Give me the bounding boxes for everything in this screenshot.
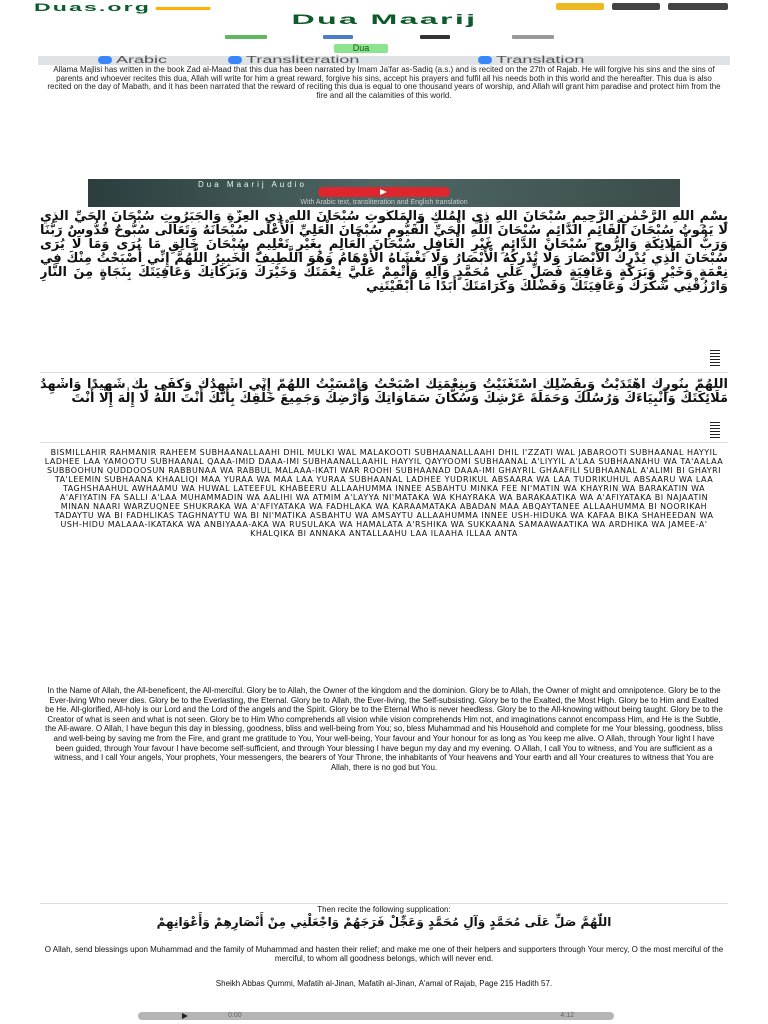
transliteration-text: BISMILLAHIR RAHMANIR RAHEEM SUBHAANALLAAHI DHIL MULKI WAL MALAKOOTI SUBHAANALLAAHI DHIL I'ZZATI WAL JABAROOTI SUBHAANAL HAYYIL LADHEE LAA YAMOOTU SUBHAANAL QAAA-IMID DAAA-IMI SUBHAANALLAAHIL HAYYIL QAYYOOMI SUBHAANAL A'LIYYIL A'LAA SUBHAANAHU WA TA'AALAA SUBBOOHUN QUDDOOSUN RABBUNAA WA RABBUL MALAAA-IKATI WAR ROOHI SUBHAANAD DAAA-IMI GHAYRIL GHAAFILI SUBHAANAL A'ALIMI BI GHAYRI TA'LEEMIN SUBHAANA KHAALIQI MAA YURAA WA MAA LAA YURAA SUBHAANAL LADHEE YUDRIKUL ABSAARA WA LAA TUDRIKUHUL ABSAARU WA LAA TAGHSHAAHUL AWHAAMU WA HUWAL LATEEFUL KHABEERU ALLAAHUMMA INNEE ASBAHTU MINKA FEE NI'MATIN WA KHAYRIN WA BARAKATIN WA A'AFIYATIN FA SALLI A'LAA MUHAMMADIN WA AALIHI WA ATMIM A'LAYYA NI'MATAKA WA KHAYRAKA WA BARAKAATIKA WA A'AFIYATAKA BI NAJAATIN MINAN NAARI WARZUQNEE SHUKRAKA WA A'AFIYATAKA WA FADHLAKA WA KARAAMATAKA ABADAN MAA ABQAYTANEE ALLAAHUMMA BI NOORIKAH TADAYTU WA BI FADHLIKAS TAGHNAYTU WA BI NI'MATIKA ASBAHTU WA AMSAYTU ALLAAHUMMA INNEE USH-HIDUKA WA KAFAA BIKA SHAHEEDAN WA USH-HIDU MALAAA-IKATAKA WA ANBIYAAA-AKA WA RUSULAKA WA HAMALATA A'RSHIKA WA SUKKAANA SAMAAWAATIKA WA ARDHIKA WA JAMEE-A' KHALQIKA BI ANNAKA ANTALLAAHU LAA ILAAHA ILLAA ANTA (44, 448, 724, 538)
play-icon[interactable] (182, 1013, 188, 1019)
search-icon[interactable] (612, 3, 660, 10)
display-options-bar (38, 56, 730, 65)
twitter-share-icon[interactable] (420, 35, 450, 39)
verse-number-1 (710, 348, 720, 366)
page-title: Dua Maarij (291, 11, 477, 27)
translation-text: In the Name of Allah, the All-beneficent, the All-merciful. Glory be to Allah, the Owner of the kingdom and the dominion. Glory be to Allah, the Owner of might and omnipotence. Glory be to the Ever-living Who never dies. Glory be to the Everlasting, the Eternal. Glory be to Allah, the Ever-living, the Self-subsisting. Glory be to the Exalted, the Most High. Glory be to Him and Exalted be He. All-glorified, All-holy is our Lord and the Lord of the angels and the Spirit. Glory be to the Eternal Who is never heedless. Glory be to the All-knowing without being taught. Glory be to the Creator of what is seen and what is not seen. Glory be to Him Who comprehends all vision while vision comprehends Him not, and imaginations cannot encompass Him, and He is the Subtle, the All-aware. O Allah, I have begun this day in blessing, goodness, bliss and well-being from You; so, bless Muhammad and his Household and complete for me Your blessing, goodness, bliss and well-being by saving me from the Fire, and grant me gratitude to You, Your well-being, Your favour and Your honour for as long as You keep me alive. O Allah, through Your light I have been guided, through Your favour I have become self-sufficient, and through Your blessing I have begun my day and my evening. O Allah, I call You to witness, and You are sufficient as a witness, and I call Your angels, Your prophets, Your messengers, the bearers of Your Throne, the inhabitants of Your heavens and Your earth and all Your creatures to witness that You are Allah, there is no god but You. (45, 686, 723, 772)
video-player[interactable] (88, 179, 680, 207)
total-time: 4:12 (560, 1012, 574, 1019)
verse-number-2 (710, 420, 720, 438)
closing-source: Sheikh Abbas Qummi, Mafatih al-Jinan, Mafatih al-Jinan, A'amal of Rajab, Page 215 Hadith 57. (215, 979, 553, 988)
video-title: Dua Maarij Audio (198, 180, 307, 189)
play-icon[interactable] (318, 187, 450, 197)
divider (40, 903, 728, 904)
category-tag[interactable]: Dua (334, 44, 388, 53)
elapsed-time: 0:00 (228, 1012, 242, 1019)
audio-player-bar[interactable] (138, 1012, 614, 1020)
facebook-share-icon[interactable] (323, 35, 353, 39)
toggle-translation[interactable]: Translation (478, 56, 545, 65)
email-share-icon[interactable] (512, 35, 554, 39)
checkbox-icon[interactable] (478, 56, 492, 64)
closing-arabic: اللّٰهُمَّ صَلِّ عَلَى مُحَمَّدٍ وَآلِ مُحَمَّدٍ وَعَجِّلْ فَرَجَهُمْ وَاجْعَلْنِي مِنْ أَنْصَارِهِمْ وَأَعْوَانِهِمْ (156, 915, 612, 929)
arabic-verse-1: بِسْمِ اللّٰهِ الرَّحْمٰنِ الرَّحِيمِ سُبْحَانَ اللّٰهِ ذِي الْمُلْكِ وَالْمَلَكُوتِ سُبْحَانَ اللّٰهِ ذِي الْعِزَّةِ وَالْجَبَرُوتِ سُبْحَانَ الْحَيِّ الَّذِي لَا يَمُوتُ سُبْحَانَ الْقَائِمِ الدَّائِمِ سُبْحَانَ اللّٰهِ الْحَيِّ الْقَيُّومِ سُبْحَانَ الْعَلِيِّ الْأَعْلَى سُبْحَانَهُ وَتَعَالَى سُبُّوحٌ قُدُّوسٌ رَبُّنَا وَرَبُّ الْمَلَائِكَةِ وَالرُّوحِ سُبْحَانَ الدَّائِمِ غَيْرِ الْغَافِلِ سُبْحَانَ الْعَالِمِ بِغَيْرِ تَعْلِيمٍ سُبْحَانَ خَالِقِ مَا يُرَى وَمَا لَا يُرَى سُبْحَانَ الَّذِي يُدْرِكُ الْأَبْصَارَ وَلَا تُدْرِكُهُ الْأَبْصَارُ وَلَا تَغْشَاهُ الْأَوْهَامُ وَهُوَ اللَّطِيفُ الْخَبِيرُ اللّٰهُمَّ إِنِّي أَصْبَحْتُ مِنْكَ فِي نِعْمَةٍ وَخَيْرٍ وَبَرَكَةٍ وَعَافِيَةٍ فَصَلِّ عَلَى مُحَمَّدٍ وَآلِهِ وَأَتْمِمْ عَلَيَّ نِعْمَتَكَ وَخَيْرَكَ وَبَرَكَاتِكَ وَعَافِيَتَكَ بِنَجَاةٍ مِنَ النَّارِ وَارْزُقْنِي شُكْرَكَ وَعَافِيَتَكَ وَفَضْلَكَ وَكَرَامَتَكَ أَبَدًا مَا أَبْقَيْتَنِي (40, 210, 728, 294)
menu-icon[interactable] (668, 3, 728, 10)
intro-text: Allama Majlisi has written in the book Zad al-Maad that this dua has been narrated by Imam Ja'far as-Sadiq (a.s.) and is recited on the 27th of Rajab. He will forgive his sins and the sins of parents and whoever recites this dua, Allah will write for him a great reward, forgive his sins, accept his prayers and fulfil all his needs both in this world and the hereafter. This dua is also recited on the day of Mabath, and it has been narrated that the reward of reciting this dua is equal to one thousand years of worship, and Allah will grant him paradise and protect him from the fire and all the calamities of this world. (47, 66, 721, 100)
closing-translation: O Allah, send blessings upon Muhammad and the family of Muhammad and hasten their relief; and make me one of their helpers and supporters through Your mercy, O the most merciful of the merciful, to whom all goodness belongs, which will never end. (44, 945, 724, 963)
whatsapp-share-icon[interactable] (225, 35, 267, 39)
checkbox-icon[interactable] (98, 56, 112, 64)
video-caption: With Arabic text, transliteration and English translation (300, 199, 468, 206)
divider (40, 372, 728, 373)
site-logo[interactable]: Duas.org (34, 2, 210, 12)
checkbox-icon[interactable] (228, 56, 242, 64)
toggle-arabic[interactable]: Arabic (98, 56, 144, 65)
toggle-transliteration[interactable]: Transliteration (228, 56, 309, 65)
arabic-verse-2: اللّٰهُمَّ بِنُورِكَ اهْتَدَيْتُ وَبِفَضْلِكَ اسْتَغْنَيْتُ وَبِنِعْمَتِكَ أَصْبَحْتُ وَأَمْسَيْتُ اللّٰهُمَّ إِنِّي أُشْهِدُكَ وَكَفَى بِكَ شَهِيدًا وَأُشْهِدُ مَلَائِكَتَكَ وَأَنْبِيَاءَكَ وَرُسُلَكَ وَحَمَلَةَ عَرْشِكَ وَسُكَّانَ سَمَاوَاتِكَ وَأَرْضِكَ وَجَمِيعَ خَلْقِكَ بِأَنَّكَ أَنْتَ اللّٰهُ لَا إِلٰهَ إِلَّا أَنْتَ (40, 378, 728, 406)
closing-title: Then recite the following supplication: (317, 905, 451, 914)
language-button[interactable] (556, 3, 604, 10)
divider (40, 442, 728, 443)
